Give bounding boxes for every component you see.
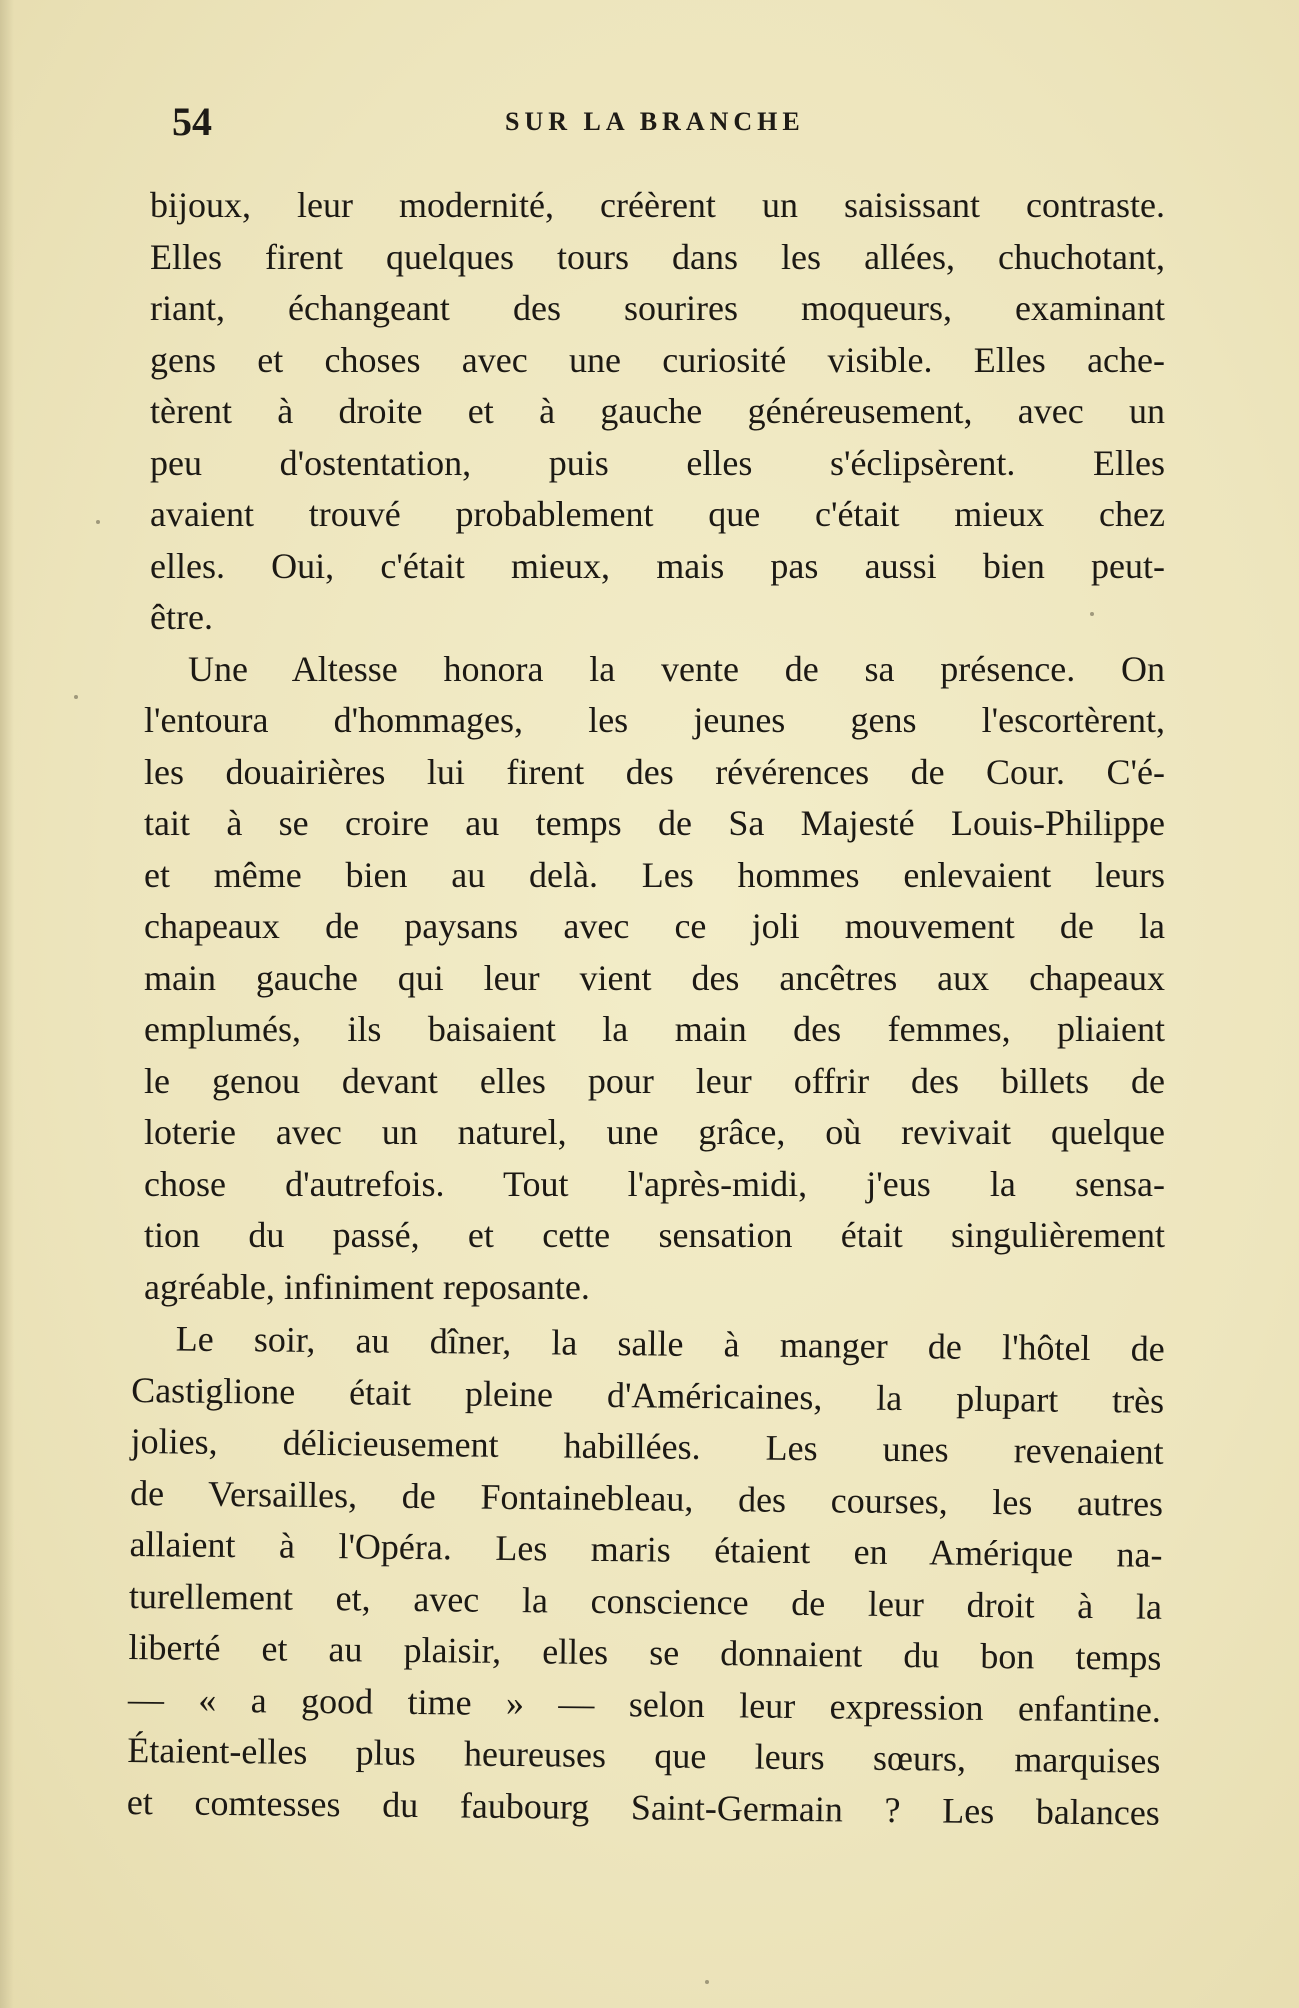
text-line: le genou devant elles pour leur offrir des billets de [144,1060,1165,1101]
text-line: Elles firent quelques tours dans les allées, chuchotant, [150,236,1165,277]
paper-speck [705,1980,709,1984]
paragraph-2 [144,644,1165,1314]
text-line: et même bien au delà. Les hommes enlevaient leurs [144,854,1165,895]
text-line: et comtesses du faubourg Saint-Germain ? Les balances [126,1781,1161,1833]
page-header [160,92,1160,152]
text-line: tion du passé, et cette sensation était singulièrement [144,1215,1165,1255]
running-head: SUR LA BRANCHE [505,107,805,136]
text-line: chapeaux de paysans avec ce joli mouvement de la [144,906,1165,946]
paragraph-1 [150,180,1165,644]
text-line: l'entoura d'hommages, les jeunes gens l'escortèrent, [144,700,1165,740]
text-line: avaient trouvé probablement que c'était mieux chez [150,494,1165,534]
text-line: jolies, délicieusement habillées. Les unes revenaient [130,1420,1164,1472]
text-line: emplumés, ils baisaient la main des femmes, pliaient [144,1009,1165,1049]
text-line: les douairières lui firent des révérences de Cour. C'é- [144,751,1165,792]
text-line: chose d'autrefois. Tout l'après-midi, j'eus la sensa- [144,1163,1165,1204]
paragraph-3 [127,1313,1165,1839]
page-number: 54 [172,99,212,144]
text-line: agréable, infiniment reposante. [144,1266,590,1307]
text-line: riant, échangeant des sourires moqueurs, examinant [150,288,1165,328]
paper-speck [1090,612,1094,616]
body-text [126,180,1165,1833]
text-line: liberté et au plaisir, elles se donnaient du bon temps [128,1626,1162,1678]
text-line: peu d'ostentation, puis elles s'éclipsèrent. Elles [150,442,1165,483]
text-line: allaient à l'Opéra. Les maris étaient en Amérique na- [129,1523,1163,1575]
text-line: Le soir, au dîner, la salle à manger de l'hôtel de [175,1318,1165,1369]
text-line: loterie avec un naturel, une grâce, où revivait quelque [144,1112,1165,1152]
text-line: gens et choses avec une curiosité visible. Elles ache- [150,339,1165,380]
text-line: bijoux, leur modernité, créèrent un saisissant contraste. [150,185,1165,225]
text-line: elles. Oui, c'était mieux, mais pas aussi bien peut- [150,545,1165,586]
text-line: turellement et, avec la conscience de leur droit à la [128,1575,1163,1627]
text-line: main gauche qui leur vient des ancêtres aux chapeaux [144,957,1165,998]
paper-speck [96,520,100,524]
text-line: Castiglione était pleine d'Américaines, la plupart très [130,1369,1165,1421]
text-line: de Versailles, de Fontainebleau, des courses, les autres [129,1472,1164,1524]
text-line: tèrent à droite et à gauche généreusement, avec un [150,391,1165,431]
text-line: tait à se croire au temps de Sa Majesté Louis-Philippe [144,803,1165,843]
text-line: — « a good time » — selon leur expression enfantine. [127,1678,1162,1730]
page-edge-shadow [0,0,14,2008]
text-line: Étaient-elles plus heureuses que leurs sœurs, marquises [127,1729,1161,1781]
paper-speck [74,695,78,699]
text-line: Une Altesse honora la vente de sa présence. On [188,648,1165,689]
text-line: être. [150,597,213,637]
